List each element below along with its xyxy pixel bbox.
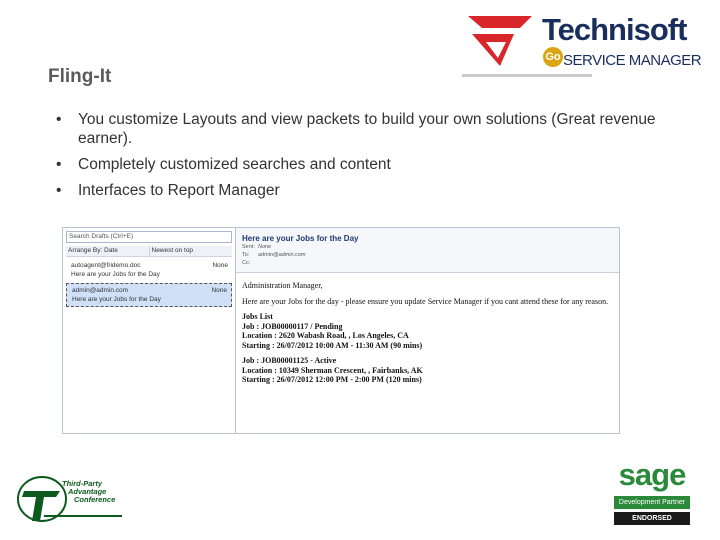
search-input[interactable]: Search Drafts (Ctrl+E) bbox=[66, 231, 232, 243]
job-location: Location : 2620 Wabash Road, , Los Angeles, CA bbox=[242, 331, 409, 340]
logo-go-badge: Go bbox=[543, 47, 563, 67]
reading-pane bbox=[236, 228, 619, 433]
bullet-dot: • bbox=[56, 111, 62, 128]
bullet-item bbox=[56, 181, 696, 200]
tpac-line: Conference bbox=[74, 495, 116, 504]
sent-value: None bbox=[258, 244, 272, 250]
sage-logo-word: sage bbox=[618, 457, 686, 492]
message-header bbox=[236, 228, 619, 273]
tpac-line: Advantage bbox=[68, 487, 107, 496]
mail-tag: None bbox=[211, 287, 227, 294]
bullet-dot: • bbox=[56, 182, 62, 199]
bullet-text: You customize Layouts and view packets to build your own solutions (Great revenue earner). bbox=[78, 111, 656, 147]
cc-row bbox=[236, 259, 619, 267]
bullet-dot: • bbox=[56, 156, 62, 173]
jobs-list-heading: Jobs List bbox=[242, 312, 273, 321]
job-line: Job : JOB00001125 - Active bbox=[242, 356, 337, 365]
mail-tag: None bbox=[212, 262, 228, 269]
bullet-text: Interfaces to Report Manager bbox=[78, 182, 280, 199]
mail-subject: Here are your Jobs for the Day bbox=[72, 296, 161, 303]
bullet-list bbox=[56, 110, 696, 207]
sort-bar bbox=[66, 246, 232, 257]
message-body bbox=[236, 273, 619, 385]
mail-from: admin@admin.com bbox=[72, 287, 129, 294]
outlook-screenshot bbox=[62, 227, 620, 434]
mail-from: autoagent@fridemo.doc bbox=[71, 262, 141, 269]
job-line: Job : JOB00000117 / Pending bbox=[242, 321, 343, 331]
greeting: Administration Manager, bbox=[242, 281, 323, 290]
cc-label: Cc: bbox=[242, 260, 251, 266]
mail-list-pane bbox=[63, 228, 236, 433]
sage-endorsed-badge: ENDORSED bbox=[614, 512, 690, 525]
to-label: To: bbox=[242, 252, 250, 258]
bullet-item bbox=[56, 155, 696, 174]
logo-name: Technisoft bbox=[542, 12, 687, 47]
mail-list-item[interactable] bbox=[66, 259, 232, 281]
sent-label: Sent: bbox=[242, 244, 255, 250]
bullet-item bbox=[56, 110, 696, 148]
mail-list-item-selected[interactable] bbox=[66, 283, 232, 307]
tpac-text bbox=[62, 480, 132, 504]
tpac-line: Third-Party bbox=[62, 479, 103, 488]
slide-title: Fling-It bbox=[48, 66, 112, 87]
to-value: admin@admin.com bbox=[258, 252, 306, 258]
sage-partner-badge: Development Partner bbox=[614, 496, 690, 509]
to-row bbox=[236, 251, 619, 259]
mail-subject: Here are your Jobs for the Day bbox=[71, 271, 160, 278]
job-starting: Starting : 26/07/2012 10:00 AM - 11:30 AM (90 mins) bbox=[242, 340, 423, 350]
job-location: Location : 10349 Sherman Crescent, , Fairbanks, AK bbox=[242, 365, 423, 375]
arrange-by-button[interactable]: Arrange By: Date bbox=[68, 247, 118, 254]
bullet-text: Completely customized searches and content bbox=[78, 156, 391, 173]
sort-order-button[interactable]: Newest on top bbox=[149, 246, 233, 256]
intro-text: Here are your Jobs for the day - please ensure you update Service Manager if you cant attend these for any reason. bbox=[242, 296, 609, 306]
logo-subtitle: SERVICE MANAGER bbox=[563, 52, 702, 69]
job-starting: Starting : 26/07/2012 12:00 PM - 2:00 PM (120 mins) bbox=[242, 375, 422, 384]
sent-row bbox=[236, 243, 619, 251]
message-subject: Here are your Jobs for the Day bbox=[242, 234, 359, 243]
